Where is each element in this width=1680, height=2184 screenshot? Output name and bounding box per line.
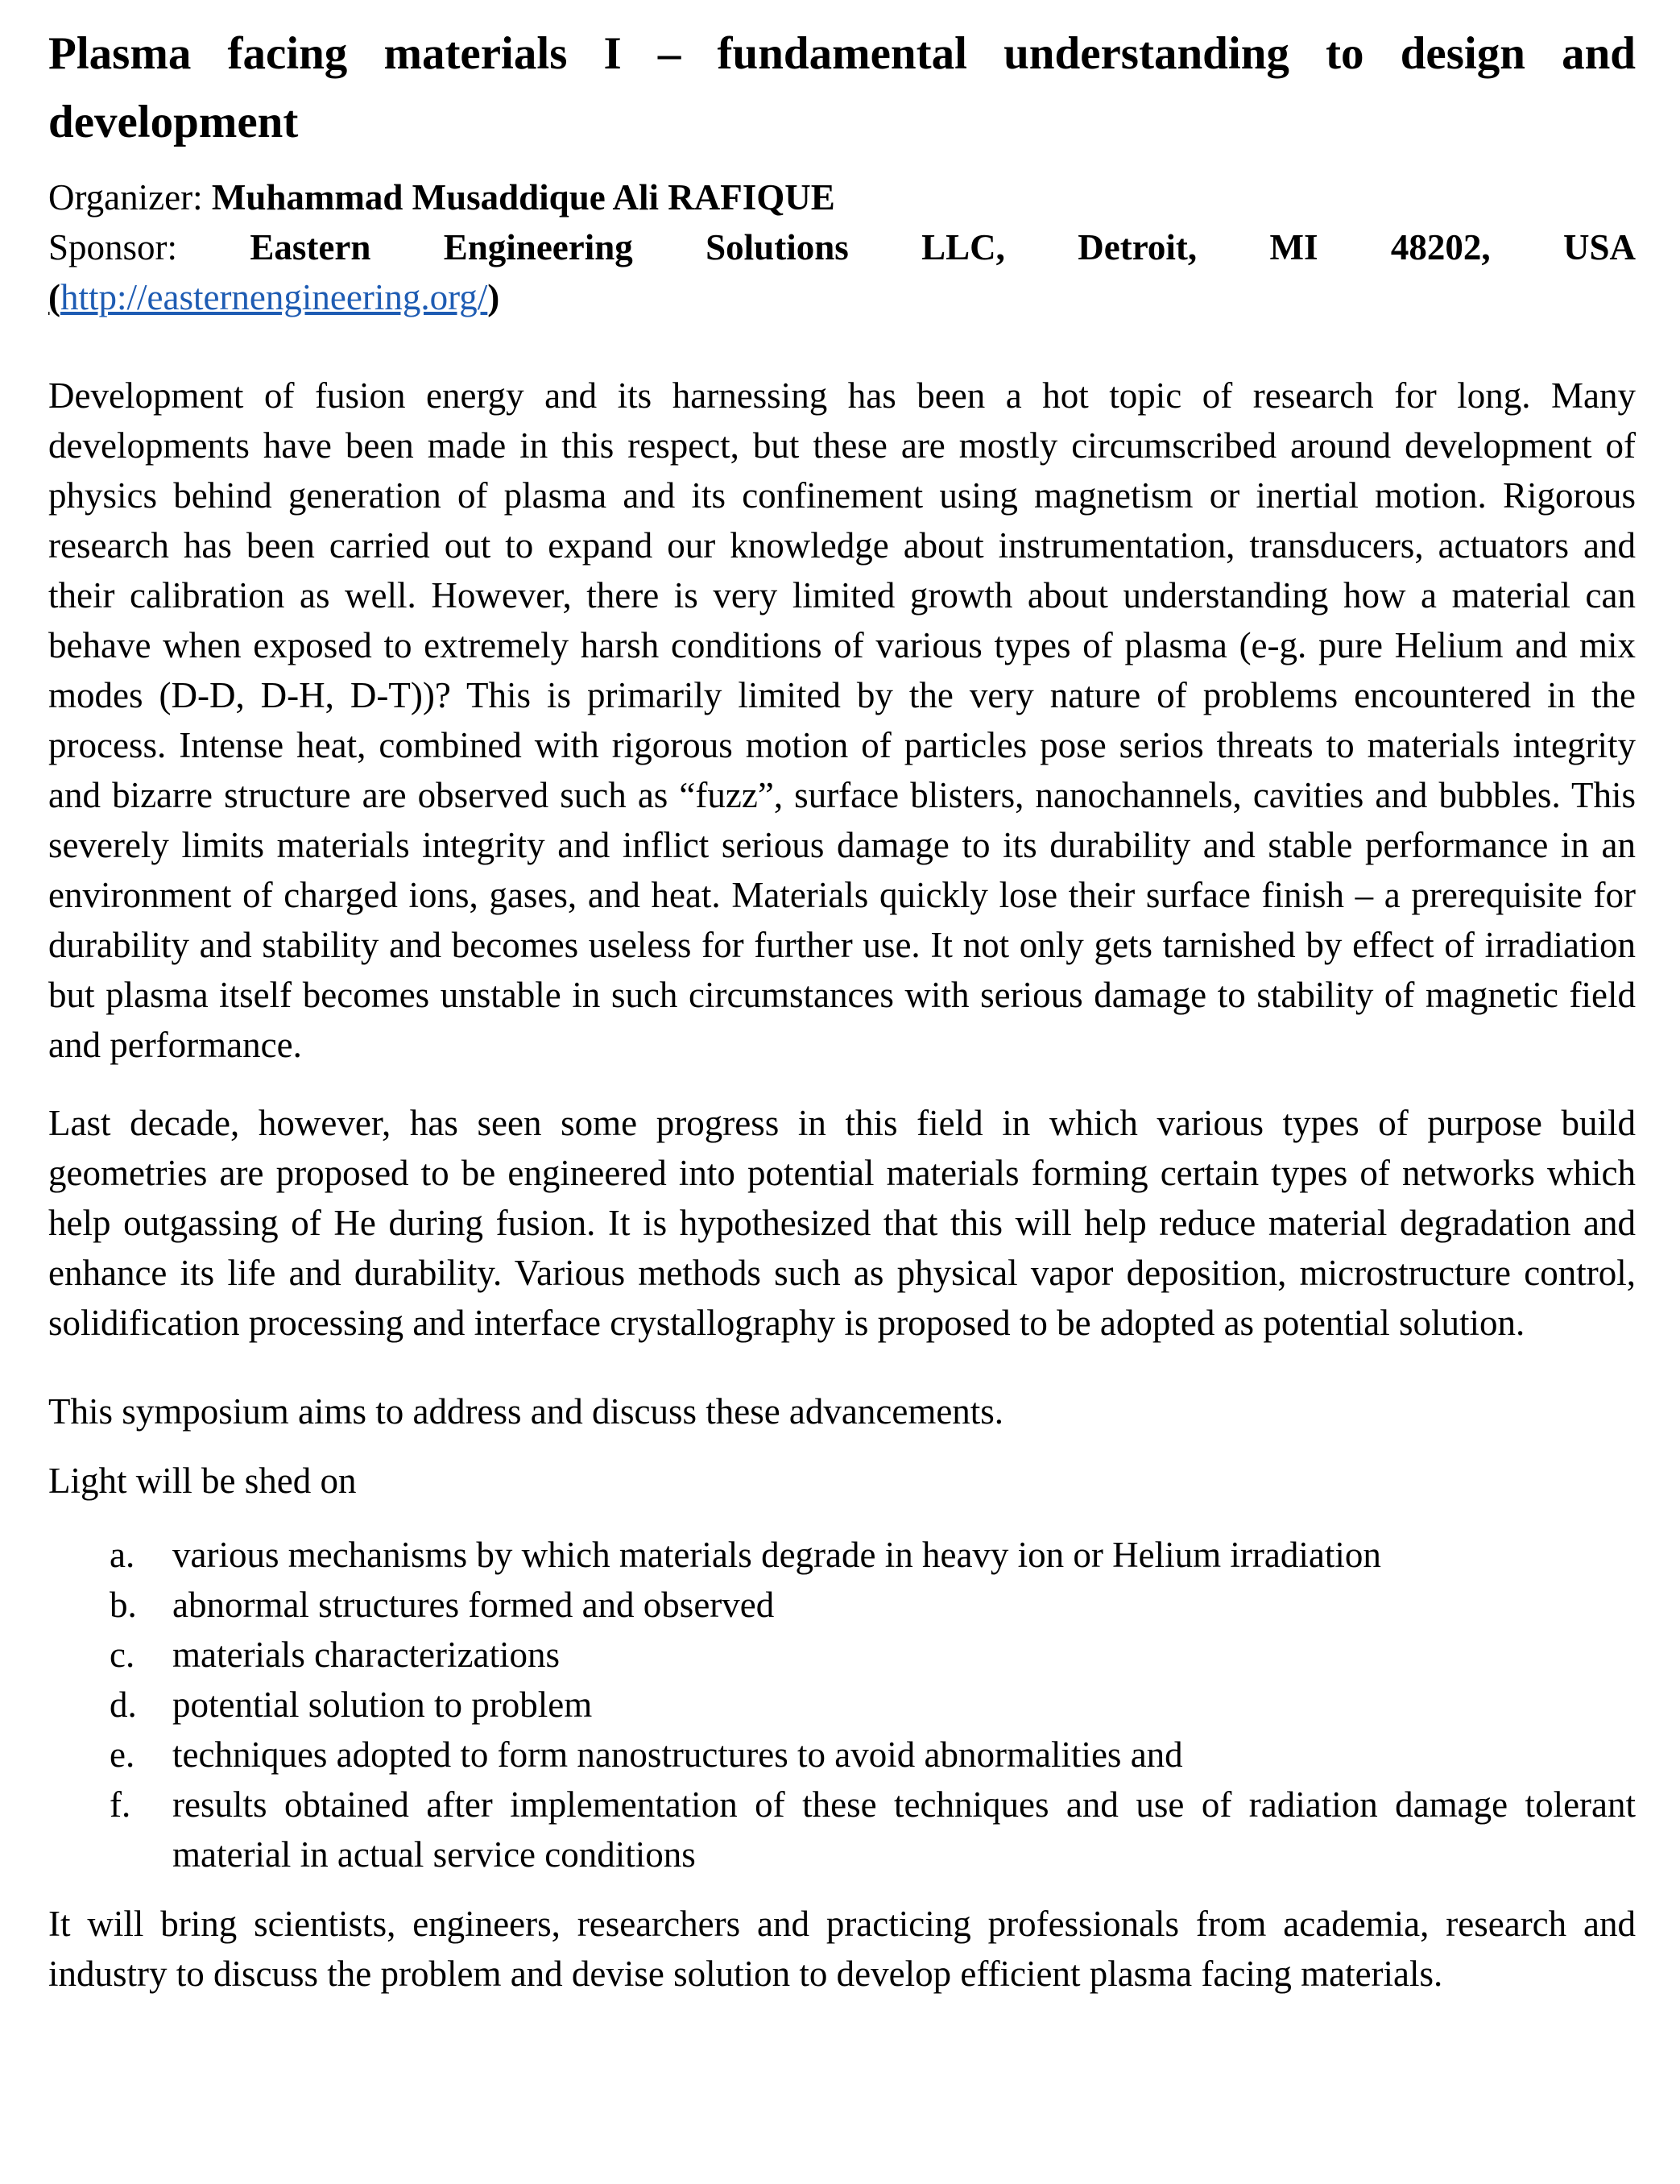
symposium-aim-line: This symposium aims to address and discuss these advancements. [48,1391,1004,1432]
list-item-text: abnormal structures formed and observed [172,1585,775,1625]
list-item-text: results obtained after implementation of these techniques and use of radiation damage tolerant material in actual service conditions [172,1784,1636,1875]
list-item [48,1680,1636,1730]
abstract-paragraph-2: Last decade, however, has seen some progress in this field in which various types of purpose build geometries are proposed to be engineered into potential materials forming certain types of networks which help outgassing of He during fusion. It is hypothesized that this will help reduce material degradation and enhance its life and durability. Various methods such as physical vapor deposition, microstructure control, solidification processing and interface crystallography is proposed to be adopted as potential solution. [48,1103,1636,1343]
list-item-text: various mechanisms by which materials degrade in heavy ion or Helium irradiation [172,1535,1381,1575]
list-marker: c. [110,1635,135,1675]
sponsor-label: Sponsor: [48,227,250,267]
sponsor-line [48,222,1636,272]
session-title-line-2: development [48,97,299,147]
closing-paragraph: It will bring scientists, engineers, researchers and practicing professionals from academia, research and industry to discuss the problem and devise solution to develop efficient plasma facing materials. [48,1904,1636,1994]
list-item [48,1780,1636,1879]
organizer-label: Organizer: [48,177,212,218]
link-close-paren: ) [487,277,500,317]
list-item [48,1580,1636,1630]
sponsor-name: Eastern Engineering Solutions LLC, Detroit, MI 48202, USA [250,227,1636,267]
list-marker: e. [110,1734,135,1775]
list-marker: f. [110,1784,131,1825]
link-open-paren: ( [48,277,60,317]
sponsor-url-line [48,272,1636,322]
topics-list [48,1530,1636,1879]
abstract-paragraph-1: Development of fusion energy and its harnessing has been a hot topic of research for long. Many developments have been made in this respect, but these are mostly circumscribed around development of physics behind generation of plasma and its confinement using magnetism or inertial motion. Rigorous research has been carried out to expand our knowledge about instrumentation, transducers, actuators and their calibration as well. However, there is very limited growth about understanding how a material can behave when exposed to extremely harsh conditions of various types of plasma (e-g. pure Helium and mix modes (D-D, D-H, D-T))? This is primarily limited by the very nature of problems encountered in the process. Intense heat, combined with rigorous motion of particles pose serios threats to materials integrity and bizarre structure are observed such as “fuzz”, surface blisters, nanochannels, cavities and bubbles. This severely limits materials integrity and inflict serious damage to its durability and stable performance in an environment of charged ions, gases, and heat. Materials quickly lose their surface finish – a prerequisite for durability and stability and becomes useless for further use. It not only gets tarnished by effect of irradiation but plasma itself becomes unstable in such circumstances with serious damage to stability of magnetic field and performance. [48,375,1636,1065]
list-item-text: techniques adopted to form nanostructures to avoid abnormalities and [172,1734,1183,1775]
list-item [48,1730,1636,1780]
list-marker: b. [110,1585,137,1625]
organizer-name: Muhammad Musaddique Ali RAFIQUE [211,177,835,218]
session-title-line-1: Plasma facing materials I – fundamental understanding to design and [48,28,1636,79]
list-item [48,1630,1636,1680]
session-title [48,19,1636,156]
list-marker: a. [110,1535,135,1575]
list-item-text: materials characterizations [172,1635,560,1675]
organizer-line [48,172,1636,222]
list-item [48,1530,1636,1580]
light-shed-line: Light will be shed on [48,1461,357,1501]
list-marker: d. [110,1685,137,1725]
sponsor-website-link[interactable]: http://easternengineering.org/ [60,277,488,317]
list-item-text: potential solution to problem [172,1685,593,1725]
